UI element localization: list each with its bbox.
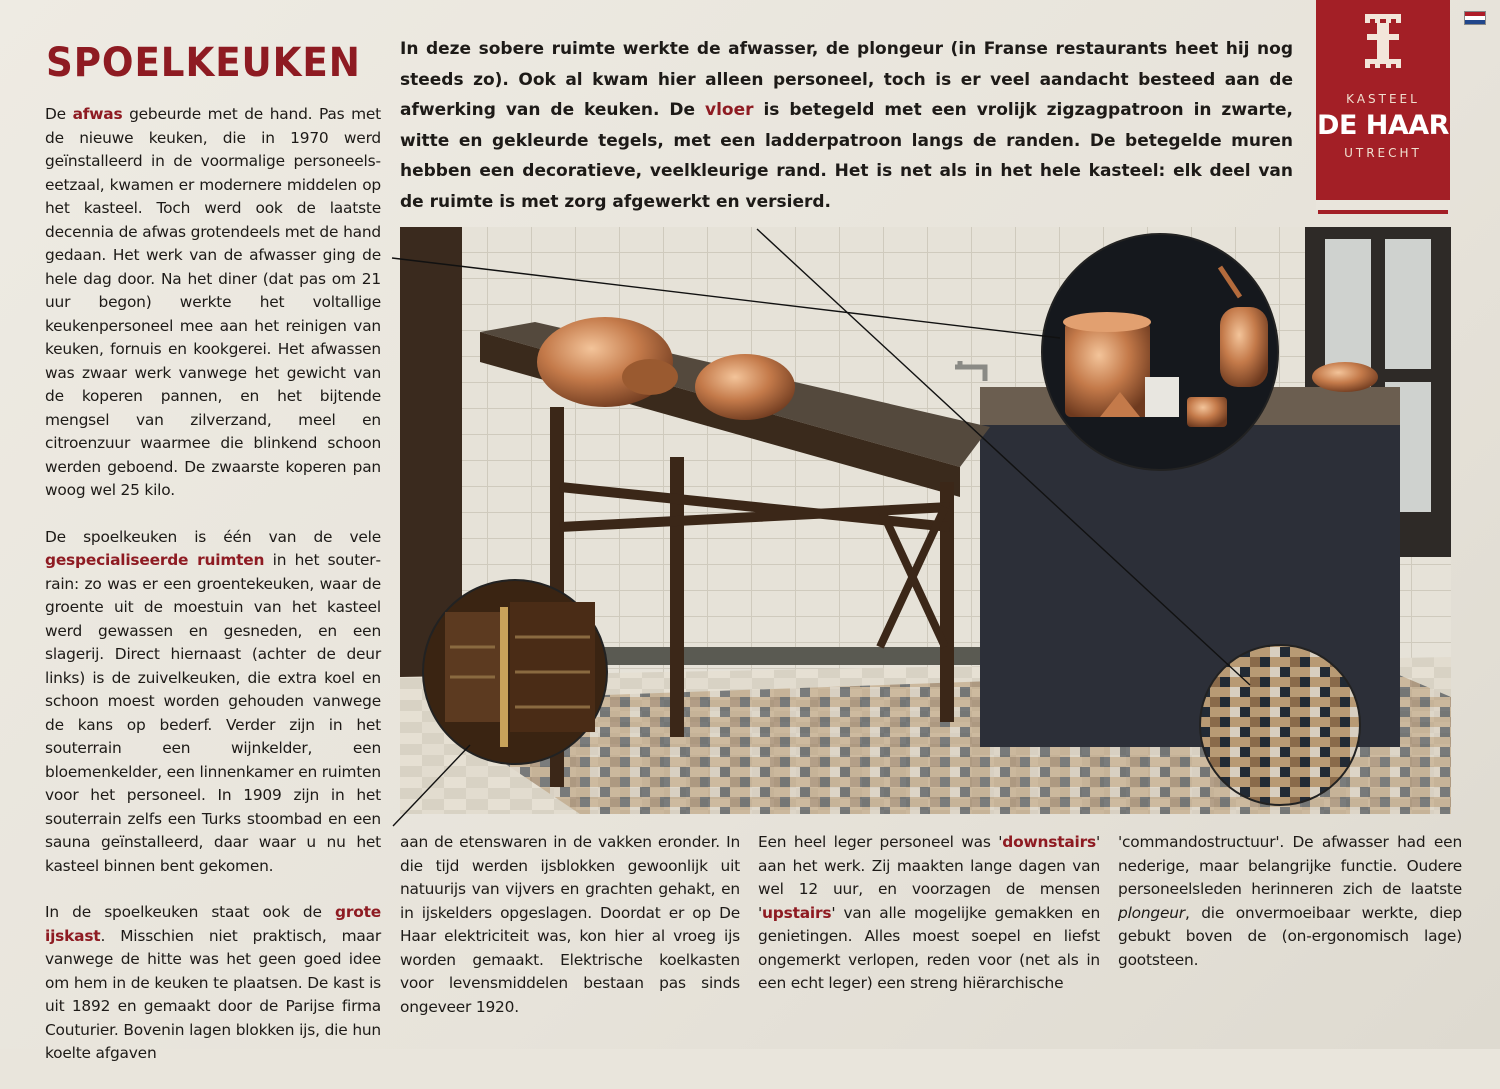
logo-dehaar-text: DE HAAR xyxy=(1317,110,1449,141)
paragraph-ijsblokken: aan de etenswaren in de vakken eronder. In die tijd werden ijsblokken gewoonlijk uit natuurijs van vijvers en grachten gehakt, en in ijskelders opgeslagen. Doordat er op De Haar elektriciteit was, kon hier al vroeg ijs worden gemaakt. Elektrische koelkasten voor levensmiddelen bestaan pas sinds ongeveer 1920. xyxy=(400,833,740,1016)
text-span: in het souterrain: zo was er een groentekeuken, waar de groente uit de moestuin van het kasteel werd gewassen en gesneden, en een slagerij. Direct hiernaast (achter de deur links) is de zuivelkeuken, die extra koel en schoon moest worden gehouden vanwege de kans op bederf. Verder zijn in het souterrain een wijnkelder, een bloemenkelder, een linnenkamer en ruimten voor het personeel. In 1909 zijn in het souterrain zelfs een Turks stoombad en een sauna geïnstalleerd, daar waar u nu het kasteel binnen bent gekomen. xyxy=(45,551,381,875)
text-span: ' van alle mogelijke gemakken en genietingen. Alles moest soepel en liefst ongemerkt verlopen, reden voor (net als in een echt leger) een streng hiërarchische xyxy=(758,903,1100,992)
paragraph-afwas xyxy=(45,103,381,503)
highlight-grote-ijskast: grote ijskast xyxy=(45,903,381,945)
intro-paragraph xyxy=(400,34,1293,217)
logo-utrecht-text: UTRECHT xyxy=(1344,146,1422,160)
italic-plongeur: plongeur xyxy=(1118,903,1185,922)
logo-kasteel-text: KASTEEL xyxy=(1346,92,1420,106)
paragraph-ruimten xyxy=(45,526,381,879)
paragraph-commandostructuur xyxy=(1118,831,1462,972)
page-title: SPOELKEUKEN xyxy=(46,40,361,86)
text-span: In de spoelkeuken staat ook de xyxy=(45,903,336,921)
text-column-2 xyxy=(400,831,740,1042)
kasteel-de-haar-logo xyxy=(1316,0,1450,210)
text-column-4 xyxy=(1118,831,1462,995)
inset-ijskast xyxy=(423,580,607,764)
text-span: De xyxy=(45,105,73,123)
kitchen-photo xyxy=(400,227,1451,814)
highlight-upstairs: upstairs xyxy=(762,903,832,922)
text-column-1 xyxy=(45,103,381,1089)
text-span: De spoelkeuken is één van de vele xyxy=(45,527,381,546)
intro-text: In deze sobere ruimte werkte de afwasser, de plongeur (in Franse restaurants heet hij nog steeds zo). Ook al kwam hier alleen personeel, toch is er veel aandacht besteed aan de afwerking van de keuken. De xyxy=(400,39,1293,120)
inset-floor-tiles xyxy=(1200,645,1360,805)
text-column-3 xyxy=(758,831,1100,1019)
text-span: ' aan het werk. Zij maakten lange dagen van wel 12 uur, en voorzagen de mensen ' xyxy=(758,833,1100,922)
dutch-flag-icon xyxy=(1464,11,1486,25)
text-span: , die onvermoeibaar werkte, diep gebukt boven de (on-ergonomisch lage) gootsteen. xyxy=(1118,903,1462,969)
text-span: 'commandostructuur'. De afwasser had een nederige, maar belangrijke functie. Oudere personeelsleden herinneren zich de laatste xyxy=(1118,833,1462,898)
highlight-downstairs: downstairs xyxy=(1002,833,1096,851)
paragraph-ijskast xyxy=(45,901,381,1066)
intro-text-after: is betegeld met een vrolijk zigzagpatroon in zwarte, witte en gekleurde tegels, met een ladderpatroon langs de randen. De betegelde muren hebben een decoratieve, veelkleurige rand. Het is net als in het hele kasteel: elk deel van de ruimte is met zorg afgewerkt en versierd. xyxy=(400,100,1294,212)
intro-highlight-vloer: vloer xyxy=(705,100,754,120)
text-span: Een heel leger personeel was ' xyxy=(758,833,1003,851)
text-span: gebeurde met de hand. Pas met de nieuwe keuken, die in 1970 werd geïnstalleerd in de voormalige personeelseetzaal, kwamen er modernere middelen op het kasteel. Toch werd ook de laatste decennia de afwas grotendeels met de hand gedaan. Het werk van de afwasser ging de hele dag door. Na het diner (dat pas om 21 uur begon) werkte het voltallige keukenpersoneel mee aan het reinigen van keuken, fornuis en kookgerei. Het afwassen was zwaar werk vanwege het gewicht van de koperen pannen, en het bijtende mengsel van zilverzand, meel en citroenzuur waarmee die blinkend schoon werden geboend. De zwaarste koperen pan woog wel 25 kilo. xyxy=(45,105,381,499)
highlight-gespecialiseerde-ruimten: gespecialiseerde ruimten xyxy=(45,551,265,569)
paragraph-downstairs xyxy=(758,831,1100,996)
inset-copperware xyxy=(1042,234,1278,470)
text-span: . Misschien niet praktisch, maar vanwege de hitte was het geen goed idee om hem in de keuken te plaatsen. De kast is uit 1892 en gemaakt door de Parijse firma Couturier. Bovenin lagen blokken ijs, die hun koelte afgaven xyxy=(45,926,381,1062)
castle-tower-emblem-icon xyxy=(1361,12,1405,72)
highlight-afwas: afwas xyxy=(72,105,123,123)
